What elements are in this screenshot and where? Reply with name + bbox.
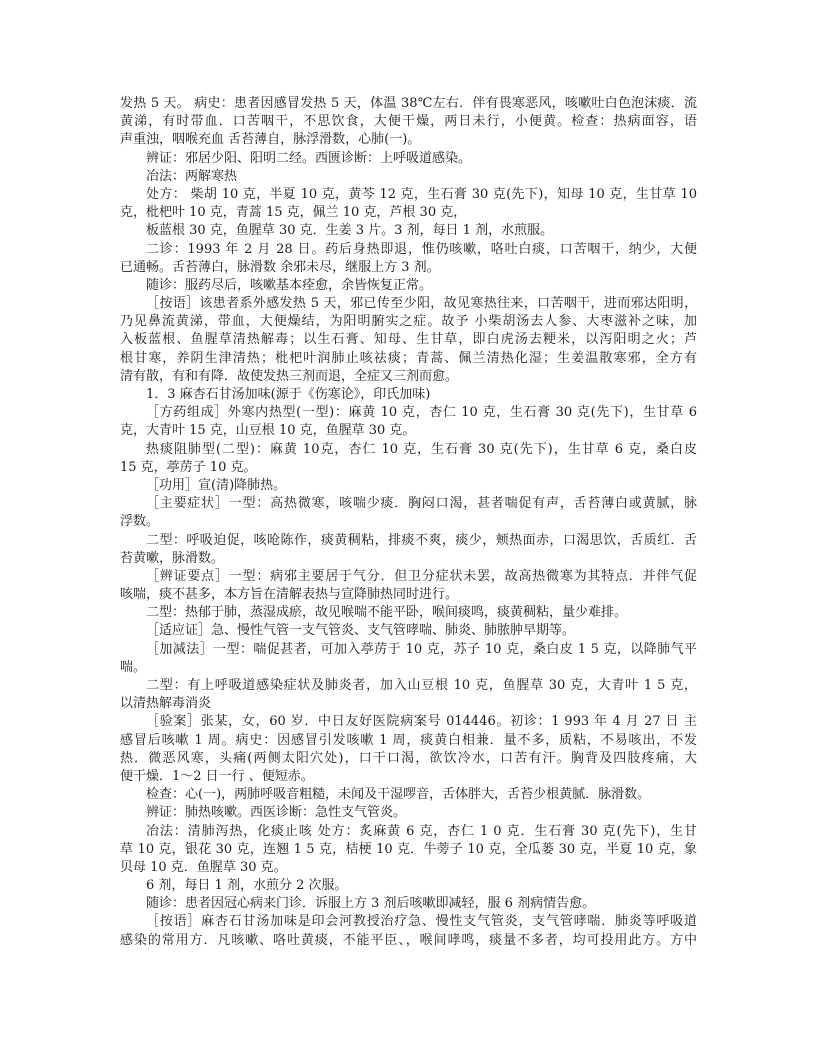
text-line: ［按语］该患者系外感发热 5 天，邪已传至少阳，故见寒热往来，口苦咽干，进而邪达阳明， (146, 296, 697, 312)
paragraph (120, 532, 697, 568)
paragraph (120, 804, 697, 822)
text-line: 辨证：邪居少阳、阳明二经。西匮诊断：上呼吸道感染。 (146, 150, 472, 166)
text-line: 黄涕，有时带血．口苦咽干，不思饮食，大便干燥，两日未行，小便黄。检查：热病面容，语 (120, 114, 697, 130)
paragraph (120, 877, 697, 895)
paragraph (120, 786, 697, 804)
text-line: 随诊：服药尽后，咳嗽基本痊愈，余皆恢复正常。 (146, 277, 433, 293)
paragraph (120, 404, 697, 440)
paragraph (120, 823, 697, 878)
text-line: 6 剂，每日 1 剂，水煎分 2 次服。 (146, 878, 348, 894)
text-line: ［适应证］急、慢性气管一支气管炎、支气管哮喘、肺炎、肺脓肿早期等。 (146, 623, 576, 639)
text-line: 以清热解毒消炎 (120, 696, 212, 712)
text-line: 苔黄嗽，脉滑数。 (120, 550, 225, 566)
paragraph (120, 441, 697, 477)
text-line: 发热 5 天。 病史：患者因感冒发热 5 天，体温 38℃左右．伴有畏寒恶风，咳嗽吐白色泡沫痰．流 (120, 96, 697, 111)
text-line: 15 克，葶苈子 10 克。 (120, 459, 257, 475)
paragraph (120, 150, 697, 168)
text-line: ［功用］宣(清)降肺热。 (146, 477, 287, 493)
text-line: 辨证：肺热咳嗽。西医诊断：急性支气管炎。 (146, 805, 407, 821)
paragraph (120, 495, 697, 531)
text-line: ［按语］麻杏石甘汤加味是印会河教授治疗急、慢性支气管炎，支气管哮喘．肺炎等呼吸道 (146, 914, 697, 930)
text-line: 感冒后咳嗽 1 周。病史：因感冒引发咳嗽 1 周，痰黄白相兼．量不多，质粘，不易咳出，不发 (120, 732, 697, 748)
paragraph (120, 477, 697, 495)
text-line: 贝母 10 克．鱼腥草 30 克。 (120, 859, 287, 875)
text-line: 感染的常用方．凡咳嗽、咯吐黄痰，不能平臣、，喉间哮鸣，痰量不多者，均可投用此方。方中 (120, 932, 697, 948)
paragraph (120, 913, 697, 949)
text-line: 检查：心(一)，两肺呼吸音粗糙，未闻及干湿啰音，舌体胖大，舌苔少根黄腻．脉滑数。 (146, 787, 651, 803)
text-line: ［加减法］一型：喘促甚者，可加入葶苈于 10 克，苏子 10 克，桑白皮 1 5 克，以降肺气平 (146, 641, 697, 657)
text-line: 随诊：患者因冠心病来门诊．诉服上方 3 剂后咳嗽即减轻，服 6 剂病情告愈。 (146, 896, 596, 912)
paragraph (120, 677, 697, 713)
text-line: 已通畅。舌苔薄白，脉滑数 余邪未尽，继服上方 3 剂。 (120, 259, 440, 275)
paragraph (120, 568, 697, 604)
paragraph (120, 713, 697, 786)
paragraph (120, 95, 697, 150)
document-page (120, 95, 697, 950)
text-line: 根甘寒，养阴生津清热；枇杷叶润肺止咳祛痰；青蒿、佩兰清热化湿；生姜温散寒邪，全方有 (120, 350, 697, 366)
paragraph (120, 295, 697, 386)
text-line: 克，枇杷叶 10 克，青蒿 15 克，佩兰 10 克，芦根 30 克， (120, 205, 467, 221)
paragraph (120, 386, 697, 404)
text-line: 热．微恶风寒，头痛(两侧太阳穴处)，口干口渴，欲饮冷水，口苦有汗。胸背及四肢疼痛，大 (120, 750, 697, 766)
text-line: 入板蓝根、鱼腥草清热解毒；以生石膏、知母、生甘草，即白虎汤去粳米，以泻阳明之火；芦 (120, 332, 697, 348)
text-line: 咳喘，痰不甚多，本方旨在清解表热与宣降肺热同时进行。 (120, 587, 459, 603)
text-line: 热痰阻肺型(二型)：麻黄 10克，杏仁 10 克，生石膏 30 克(先下)，生甘草 6 克，桑白皮 (146, 441, 697, 457)
paragraph (120, 641, 697, 677)
paragraph (120, 604, 697, 622)
text-line: ［方药组成］外寒内热型(一型)：麻黄 10 克，杏仁 10 克，生石膏 30 克(先下)，生甘草 6 (146, 405, 697, 421)
text-line: 声重浊，咽喉充血 舌苔薄自，脉浮滑数，心肺(一)。 (120, 132, 421, 148)
paragraph (120, 222, 697, 240)
text-line: 浮数。 (120, 514, 160, 530)
text-line: 清有散，有和有降．故使发热三剂而退，全症又三剂而愈。 (120, 368, 459, 384)
text-line: ［验案］张某，女，60 岁．中日友好医院病案号 014446。初诊：1 993 年 4 月 27 日 主 (146, 714, 697, 730)
text-line: 二诊：1993 年 2 月 28 日。药后身热即退，惟仍咳嗽，咯吐白痰，口苦咽干，纳少，大便 (146, 241, 697, 257)
text-line: 二型：有上呼吸道感染症状及肺炎者，加入山豆根 10 克，鱼腥草 30 克，大青叶 1 5 克， (146, 678, 697, 693)
text-line: 1．3 麻杏石甘汤加味(源于《伤寒论》，印氏加味) (146, 387, 431, 402)
paragraph (120, 622, 697, 640)
text-line: 克，大青叶 15 克，山豆根 10 克，鱼腥草 30 克。 (120, 423, 416, 439)
text-line: ［辨证要点］一型：病邪主要居于气分．但卫分症状未罢，故高热微寒为其特点．并伴气促 (146, 568, 697, 584)
text-line: 冶法：清肺泻热，化痰止咳 处方：炙麻黄 6 克，杏仁 1 0 克．生石膏 30 克(先下)，生甘 (146, 823, 697, 839)
text-line: 处方： 柴胡 10 克，半夏 10 克，黄芩 12 克，生石膏 30 克(先下)，知母 10 克，生甘草 10 (146, 186, 697, 202)
text-line: 冶法：两解寒热 (146, 168, 238, 184)
paragraph (120, 277, 697, 295)
text-line: 板蓝根 30 克，鱼腥草 30 克．生姜 3 片。3 剂，每日 1 剂，水煎服。 (146, 223, 554, 239)
text-line: 二型：呼吸迫促，咳呛陈作，痰黄稠粘，排痰不爽，痰少，颊热面赤，口渴思饮，舌质红．舌 (146, 532, 697, 548)
text-line: 乃见鼻流黄涕，带血，大便燥结，为阳明腑实之症。故予 小柴胡汤去人参、大枣滋补之味，加 (120, 314, 697, 330)
text-line: 草 10 克，银花 30 克，连翘 1 5 克，桔梗 10 克．牛蒡子 10 克，全瓜蒌 30 克，半夏 10 克，象 (120, 841, 697, 857)
text-line: 便干燥．1～2 日一行 、便短赤。 (120, 768, 314, 784)
paragraph (120, 895, 697, 913)
text-line: ［主要症状］一型：高热微寒，咳喘少痰．胸闷口渴，甚者喘促有声，舌苔薄白或黄腻，脉 (146, 496, 697, 512)
paragraph (120, 168, 697, 186)
text-line: 喘。 (120, 659, 147, 675)
paragraph (120, 241, 697, 277)
text-line: 二型：热郁于肺，蒸湿成瘀，故见喉喘不能平卧，喉间痰鸣，痰黄稠粘，量少难排。 (146, 605, 628, 621)
paragraph (120, 186, 697, 222)
